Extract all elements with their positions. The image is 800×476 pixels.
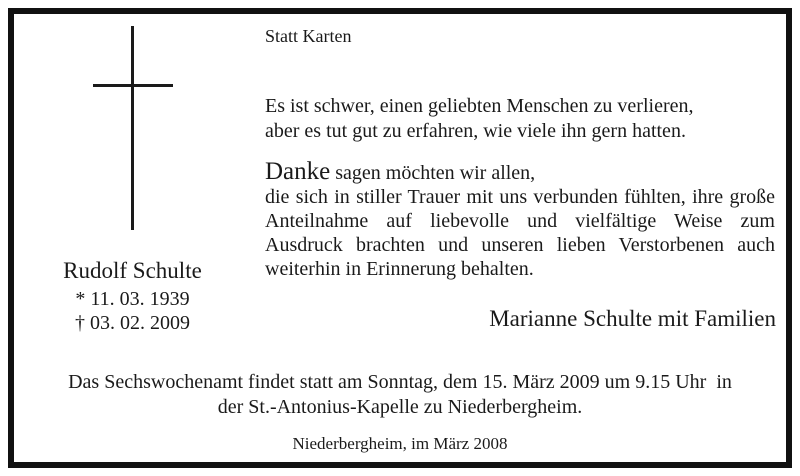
- announcement-line-1: Das Sechswochenamt findet statt am Sonntag, dem 15. März 2009 um 9.15 Uhr in: [68, 371, 732, 393]
- statt-karten-heading: Statt Karten: [265, 26, 352, 46]
- death-date: † 03. 02. 2009: [75, 312, 190, 334]
- thanks-body: die sich in stiller Trauer mit uns verbunden fühlten, ihre große Anteilnahme auf liebevolle und vielfältige Weise zum Ausdruck brachten und unseren lieben Verstorbenen auch weiterhin in Erinnerung behalten.: [265, 186, 775, 280]
- quote: [265, 94, 694, 144]
- cross-horizontal-bar: [93, 84, 173, 87]
- obituary-card: [8, 8, 792, 468]
- family-signature: Marianne Schulte mit Familien: [489, 306, 776, 331]
- memorial-announcement: [14, 370, 786, 420]
- thanks-lead-word: Danke: [265, 158, 331, 185]
- thanks-paragraph: [265, 160, 775, 281]
- thanks-lead-rest: sagen möchten wir allen,: [330, 162, 536, 184]
- quote-line-1: Es ist schwer, einen geliebten Menschen zu verlieren,: [265, 95, 694, 117]
- place-date: Niederbergheim, im März 2008: [292, 434, 508, 453]
- cross-vertical-bar: [131, 26, 134, 230]
- deceased-name: Rudolf Schulte: [63, 258, 202, 283]
- birth-date: * 11. 03. 1939: [75, 288, 190, 310]
- announcement-line-2: der St.-Antonius-Kapelle zu Niederbergheim.: [217, 396, 583, 418]
- quote-line-2: aber es tut gut zu erfahren, wie viele ihn gern hatten.: [265, 120, 686, 142]
